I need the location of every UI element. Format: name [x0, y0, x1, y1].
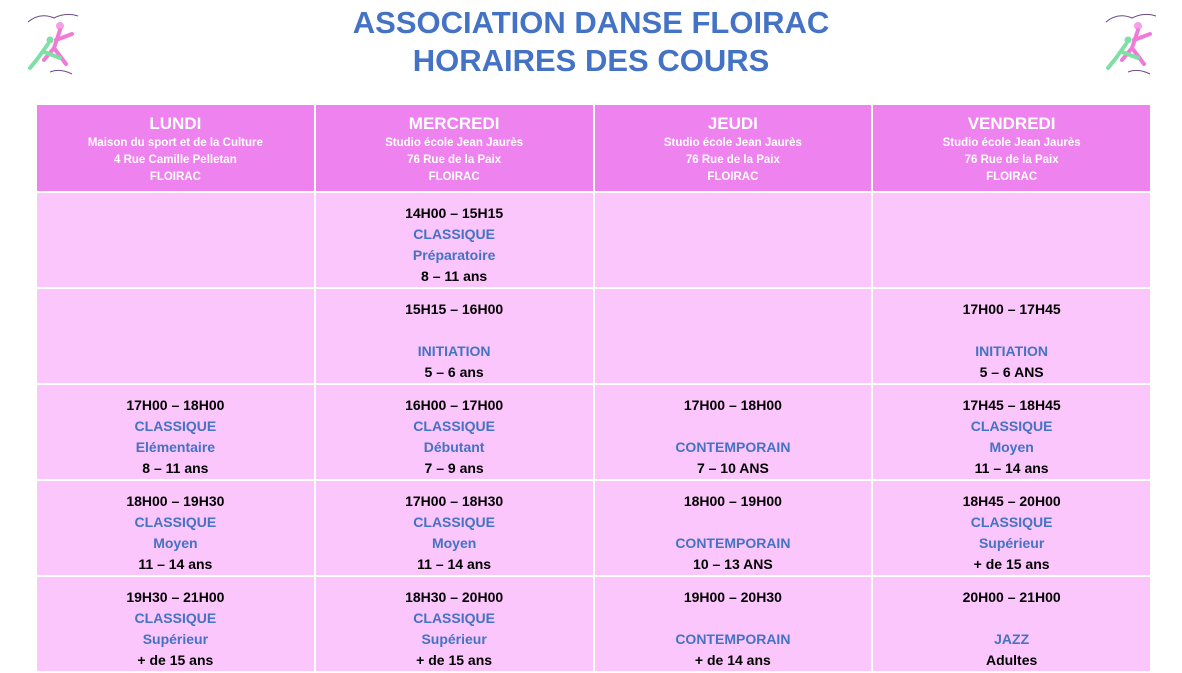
class-style — [595, 512, 872, 533]
class-time: 17H45 – 18H45 — [962, 397, 1061, 413]
day-header-vendredi — [872, 104, 1151, 192]
schedule-row — [36, 192, 1151, 288]
class-cell — [594, 384, 873, 480]
schedule-row — [36, 576, 1151, 672]
class-level: INITIATION — [975, 343, 1049, 359]
class-cell — [36, 480, 315, 576]
class-time: 19H30 – 21H00 — [126, 589, 225, 605]
class-time — [873, 203, 1150, 224]
venue-name: Studio école Jean Jaurès — [663, 137, 802, 149]
days-header-row — [36, 104, 1151, 192]
venue-city: FLOIRAC — [986, 171, 1038, 183]
class-time — [595, 203, 872, 224]
class-cell — [315, 480, 594, 576]
class-age — [595, 362, 872, 383]
class-cell — [315, 576, 594, 672]
class-age: 10 – 13 ANS — [693, 556, 773, 572]
class-time: 17H00 – 18H00 — [683, 397, 782, 413]
class-style — [873, 320, 1150, 341]
class-style — [595, 608, 872, 629]
schedule-row — [36, 480, 1151, 576]
class-style — [595, 320, 872, 341]
class-cell — [315, 192, 594, 288]
class-cell — [36, 192, 315, 288]
title-line-horaires: HORAIRES DES COURS — [412, 43, 770, 78]
day-header-mercredi — [315, 104, 594, 192]
class-time: 18H00 – 19H30 — [126, 493, 225, 509]
class-level: Moyen — [431, 535, 477, 551]
venue-name: Studio école Jean Jaurès — [385, 137, 524, 149]
class-time: 18H45 – 20H00 — [962, 493, 1061, 509]
class-cell — [36, 384, 315, 480]
class-style: CLASSIQUE — [413, 226, 495, 242]
class-style: CLASSIQUE — [134, 418, 217, 434]
schedule-table — [35, 103, 1152, 673]
class-level: INITIATION — [417, 343, 491, 359]
class-style — [873, 224, 1150, 245]
class-style — [873, 608, 1150, 629]
class-age: + de 15 ans — [137, 652, 214, 668]
venue-name: Maison du sport et de la Culture — [87, 137, 263, 149]
class-style: CLASSIQUE — [413, 514, 495, 530]
venue-city: FLOIRAC — [428, 171, 480, 183]
class-style: CLASSIQUE — [413, 418, 495, 434]
class-age — [37, 266, 314, 287]
class-style — [316, 320, 593, 341]
class-cell — [872, 288, 1151, 384]
class-time: 15H15 – 16H00 — [405, 301, 504, 317]
dancer-logo-left — [20, 8, 86, 80]
class-cell — [36, 288, 315, 384]
class-time: 17H00 – 18H30 — [405, 493, 504, 509]
class-age: Adultes — [985, 652, 1038, 668]
class-age: + de 15 ans — [416, 652, 493, 668]
class-time: 18H30 – 20H00 — [405, 589, 504, 605]
day-header-jeudi — [594, 104, 873, 192]
class-level — [37, 341, 314, 362]
class-age: 11 – 14 ans — [138, 556, 213, 572]
title-line-association: ASSOCIATION DANSE FLOIRAC — [352, 5, 830, 40]
class-style: CLASSIQUE — [970, 514, 1053, 530]
class-cell — [872, 576, 1151, 672]
class-level — [37, 245, 314, 266]
class-time: 17H00 – 18H00 — [126, 397, 225, 413]
class-age: + de 14 ans — [694, 652, 771, 668]
class-cell — [872, 192, 1151, 288]
class-age — [37, 362, 314, 383]
class-style: CLASSIQUE — [413, 610, 495, 626]
class-level: CONTEMPORAIN — [675, 535, 791, 551]
class-level: Supérieur — [978, 535, 1045, 551]
class-time — [595, 299, 872, 320]
class-age: 7 – 10 ANS — [696, 460, 769, 476]
class-age: 8 – 11 ans — [142, 460, 209, 476]
venue-city: FLOIRAC — [149, 171, 201, 183]
schedule-row — [36, 288, 1151, 384]
class-level: Moyen — [153, 535, 198, 551]
class-time: 14H00 – 15H15 — [405, 205, 504, 221]
class-age: 8 – 11 ans — [421, 268, 488, 284]
class-style — [37, 224, 314, 245]
class-level — [595, 341, 872, 362]
class-cell — [594, 288, 873, 384]
class-level — [595, 245, 872, 266]
venue-name: Studio école Jean Jaurès — [942, 137, 1081, 149]
class-cell — [315, 384, 594, 480]
class-level — [873, 245, 1150, 266]
class-age: 5 – 6 ANS — [979, 364, 1044, 380]
venue-street: 4 Rue Camille Pelletan — [114, 154, 237, 166]
venue-street: 76 Rue de la Paix — [964, 154, 1059, 166]
class-age: + de 15 ans — [973, 556, 1050, 572]
class-cell — [872, 384, 1151, 480]
class-age: 7 – 9 ans — [424, 460, 484, 476]
class-level: Supérieur — [421, 631, 487, 647]
class-style: CLASSIQUE — [134, 514, 217, 530]
class-level: Moyen — [989, 439, 1034, 455]
class-level: CONTEMPORAIN — [675, 631, 791, 647]
class-age: 5 – 6 ans — [424, 364, 484, 380]
class-time: 17H00 – 17H45 — [962, 301, 1061, 317]
class-level: JAZZ — [994, 631, 1030, 647]
class-cell — [594, 576, 873, 672]
class-age: 11 – 14 ans — [974, 460, 1049, 476]
dancer-logo-right — [1098, 8, 1164, 80]
class-style — [37, 320, 314, 341]
class-age — [873, 266, 1150, 287]
venue-street: 76 Rue de la Paix — [407, 154, 502, 166]
day-header-lundi — [36, 104, 315, 192]
class-level: Supérieur — [142, 631, 209, 647]
class-cell — [36, 576, 315, 672]
venue-city: FLOIRAC — [707, 171, 759, 183]
class-age — [595, 266, 872, 287]
class-time: 20H00 – 21H00 — [962, 589, 1061, 605]
class-style: CLASSIQUE — [970, 418, 1053, 434]
class-cell — [594, 192, 873, 288]
class-age: 11 – 14 ans — [417, 556, 492, 572]
day-name: MERCREDI — [408, 114, 500, 133]
class-cell — [594, 480, 873, 576]
class-time — [37, 299, 314, 320]
class-level: CONTEMPORAIN — [675, 439, 791, 455]
class-time: 18H00 – 19H00 — [683, 493, 782, 509]
class-level: Débutant — [423, 439, 485, 455]
class-time: 16H00 – 17H00 — [405, 397, 504, 413]
day-name: LUNDI — [149, 114, 202, 133]
day-name: JEUDI — [707, 114, 758, 133]
day-name: VENDREDI — [967, 114, 1056, 133]
class-level: Préparatoire — [412, 247, 496, 263]
class-style — [595, 416, 872, 437]
class-style — [595, 224, 872, 245]
class-time: 19H00 – 20H30 — [683, 589, 782, 605]
class-cell — [872, 480, 1151, 576]
class-level: Elémentaire — [135, 439, 216, 455]
class-cell — [315, 288, 594, 384]
class-style: CLASSIQUE — [134, 610, 217, 626]
schedule-row — [36, 384, 1151, 480]
class-time — [37, 203, 314, 224]
page-title — [0, 4, 1182, 80]
venue-street: 76 Rue de la Paix — [685, 154, 780, 166]
